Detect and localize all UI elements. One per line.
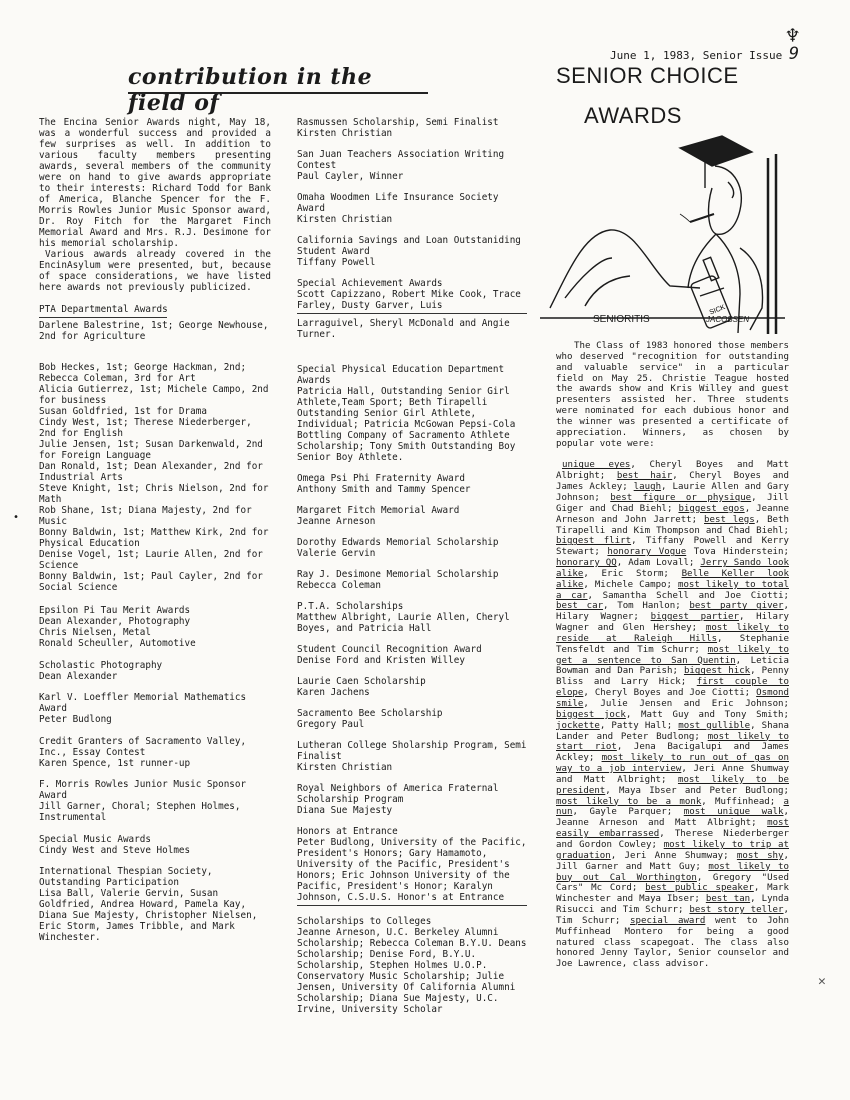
award-entry — [297, 676, 529, 698]
award-title: Rasmussen Scholarship, Semi Finalist — [297, 117, 499, 128]
award-title: Scholarships to Colleges — [297, 916, 432, 927]
pta-entry: Darlene Balestrine, 1st; George Newhouse, 2nd for Agriculture — [39, 320, 269, 342]
senior-choice-winners: unique eyes, Cheryl Boyes and Matt Albright; best hair, Cheryl Boyes and James Ackley; laugh, Laurie Allen and Gary Johnson; best figure or physique, Jill Giger and Chad Biehl; biggest egos, Jeanne Arneson and John Jarrett; best legs, Beth Tirapelli and Kim Thompson and Chad Biehl; biggest flirt, Tiffany Powell and Kerry Stewart; honorary Vogue Tova Hinderstein; honorary QQ, Adam Lovall; Jerry Sando look alike, Eric Storm; Belle Keller look alike, Michele Campo; most likely to total a car, Samantha Schell and Joe Ciotti; best car, Tom Hanlon; best party giver, Hilary Wagner; biggest partier, Hilary Wagner and Glen Hershey; most likely to reside at Raleigh Hills, Stephanie Tensfeldt and Tim Schurr; most likely to get a sentence to San Quentin, Leticia Bowman and Dan Parish; biggest hick, Penny Bliss and Larry Hick; first couple to elope, Cheryl Boyes and Joe Ciotti; Osmond smile, Julie Jensen and Eric Johnson; biggest jock, Matt Guy and Tony Smith; jockette, Patty Hall; most gullible, Shana Lander and Peter Budlong; most likely to start riot, Jena Bacigalupi and James Ackley; most likely to run out of gas on way to a job interview, Jeri Anne Shumway and Matt Albright; most likely to be president, Maya Ibser and Peter Budlong; most likely to be a monk, Muffinhead; a nun, Gayle Parquer; most unique walk, Jeanne Arneson and Matt Albright; most easily embarrassed, Therese Niederberger and Gordon Cowley; most likely to trip at graduation, Jeri Anne Shumway; most shy, Jill Garner and Matt Guy; most likely to buy out Cal Worthington, Gregory "Used Cars" Mc Cord; best public speaker, Mark Winchester and Maya Ibser; best tan, Lynda Risucci and Tim Schurr; best story teller, Tim Schurr; special award went to John Muffinhead Montero for being a good natured class scapegoat. The class also honored Jenny Taylor, Senior counselor and Joe Lawrence, class advisor. — [556, 460, 790, 970]
award-recipients: Gregory Paul — [297, 719, 365, 730]
pta-entry: Bonny Baldwin, 1st; Matthew Kirk, 2nd for Physical Education — [39, 527, 269, 549]
pta-heading: PTA Departmental Awards — [39, 304, 168, 315]
pta-entry: Denise Vogel, 1st; Laurie Allen, 2nd for Science — [39, 549, 263, 571]
corner-ink-mark: ♆ — [786, 24, 800, 49]
award-entry — [39, 834, 271, 856]
award-entry — [297, 278, 529, 314]
award-entry — [297, 569, 529, 591]
award-entry — [39, 866, 271, 943]
pta-entry: Julie Jensen, 1st; Susan Darkenwald, 2nd for Foreign Language — [39, 439, 263, 461]
award-recipients: Peter Budlong — [39, 714, 112, 725]
award-recipients: Tiffany Powell — [297, 257, 376, 268]
award-entry — [39, 660, 271, 682]
pta-entry: Alicia Gutierrez, 1st; Michele Campo, 2nd for business — [39, 384, 269, 406]
award-title: Lutheran College Sholarship Program, Semi Finalist — [297, 740, 527, 762]
pta-entry: Susan Goldfried, 1st for Drama — [39, 406, 207, 417]
award-recipients: Anthony Smith and Tammy Spencer — [297, 484, 471, 495]
award-recipients: Kirsten Christian — [297, 762, 393, 773]
award-title: San Juan Teachers Association Writing Contest — [297, 149, 505, 171]
pta-entry: Cindy West, 1st; Therese Niederberger, 2nd for English — [39, 417, 252, 439]
award-recipients: Rebecca Coleman — [297, 580, 381, 591]
award-title: Scholastic Photography — [39, 659, 163, 671]
section-rule — [297, 905, 527, 906]
masthead-underline — [128, 92, 428, 94]
award-recipients: Dean Alexander, Photography Chris Nielsen, Metal Ronald Scheuller, Automotive — [39, 616, 196, 649]
award-title: Credit Granters of Sacramento Valley, Inc., Essay Contest — [39, 735, 247, 758]
award-title: Dorothy Edwards Memorial Scholarship — [297, 537, 499, 548]
award-recipients: Peter Budlong, University of the Pacific, President's Honors; Gary Hamamoto, University of the Pacific, President's Honors; Eric Johnson University of the Pacific, President's Honor; Karalyn Johnson, C.S.U.S. Honor's at Entrance — [297, 837, 527, 903]
award-title: Student Council Recognition Award — [297, 644, 482, 655]
award-list — [39, 605, 271, 943]
award-entry — [297, 192, 529, 225]
award-title: Special Physical Education Department Awards — [297, 364, 505, 386]
award-entry — [297, 826, 529, 906]
pta-entry: Dan Ronald, 1st; Dean Alexander, 2nd for Industrial Arts — [39, 461, 263, 483]
award-entry — [297, 708, 529, 730]
award-entry — [297, 783, 529, 816]
award-recipients: Cindy West and Steve Holmes — [39, 844, 191, 856]
page-number: 9 — [788, 44, 800, 64]
award-title: Honors at Entrance — [297, 826, 398, 837]
masthead-title: contribution in the field of — [128, 64, 373, 116]
award-recipients: Jeanne Arneson, U.C. Berkeley Alumni Scholarship; Rebecca Coleman B.Y.U. Deans Scholarship; Denise Ford, B.Y.U. Scholarship, Stephen Holmes U.O.P. Conservatory Music Scholarship; Julie Jensen, University Of California Alumni Scholarship; Diana Sue Majesty, U.C. Irvine, University Scholar — [297, 927, 527, 1015]
award-recipients: Jeanne Arneson — [297, 516, 376, 527]
pta-rule — [39, 317, 167, 318]
award-entry — [297, 505, 529, 527]
award-entry — [297, 318, 529, 340]
award-recipients: Diana Sue Majesty — [297, 805, 393, 816]
award-recipients: Karen Spence, 1st runner-up — [39, 757, 191, 769]
award-recipients: Kirsten Christian — [297, 128, 393, 139]
award-recipients: Scott Capizzano, Robert Mike Cook, Trace Farley, Dusty Garver, Luis — [297, 289, 521, 311]
award-entry — [297, 149, 529, 182]
column-2 — [297, 117, 529, 1025]
senior-choice-intro: The Class of 1983 honored those members who deserved "recognition for outstanding and valuable service" in a particular field on May 25. Christie Teague hosted the awards show and Kris Willey and guest presenters assisted her. Three students were nominated for each dubious honor and the winner was presented a certificate of appreciation. Winners, as chosen by popular vote were: — [556, 341, 789, 449]
award-title: California Savings and Loan Outstaniding Student Award — [297, 235, 521, 257]
award-title: Omaha Woodmen Life Insurance Society Award — [297, 192, 499, 214]
award-title: Royal Neighbors of America Fraternal Scholarship Program — [297, 783, 499, 805]
award-title: Laurie Caen Scholarship — [297, 676, 426, 687]
award-entry — [297, 740, 529, 773]
award-title: Margaret Fitch Memorial Award — [297, 505, 460, 516]
award-title: Omega Psi Phi Fraternity Award — [297, 473, 465, 484]
award-title: Special Music Awards — [39, 833, 151, 845]
award-recipients: Kirsten Christian — [297, 214, 393, 225]
cartoon-caption: SENIORITIS — [593, 314, 650, 325]
column-3 — [556, 341, 789, 970]
column-1 — [39, 117, 271, 954]
bottle-label: SICK — [708, 303, 727, 317]
award-entry — [39, 736, 271, 769]
senioritis-cartoon — [540, 118, 785, 336]
award-entry — [297, 473, 529, 495]
award-title: F. Morris Rowles Junior Music Sponsor Award — [39, 779, 247, 801]
award-title: P.T.A. Scholarships — [297, 601, 404, 612]
award-recipients: Patricia Hall, Outstanding Senior Girl Athlete,Team Sport; Beth Tirapelli Outstanding Senior Girl Athlete, Individual; Patricia McGowan Pepsi-Cola Bottling Company of Sacramento Athlete Scholarship; Tony Smith Outstanding Boy Senior Boy Athlete. — [297, 386, 516, 463]
dateline — [610, 44, 799, 64]
pta-entry: Bonny Baldwin, 1st; Paul Cayler, 2nd for Social Science — [39, 571, 263, 593]
award-recipients: Paul Cayler, Winner — [297, 171, 404, 182]
award-entry — [297, 235, 529, 268]
award-recipients: Lisa Ball, Valerie Gervin, Susan Goldfried, Andrea Howard, Pamela Kay, Diana Sue Majesty, Christopher Nielsen, Eric Storm, James Tribble, and Mark Winchester. — [39, 888, 258, 943]
section-rule — [297, 313, 527, 314]
award-title: International Thespian Society, Outstanding Participation — [39, 866, 213, 888]
award-recipients: Matthew Albright, Laurie Allen, Cheryl Boyes, and Patricia Hall — [297, 612, 510, 634]
award-recipients: Larraguivel, Sheryl McDonald and Angie Turner. — [297, 318, 510, 340]
pta-entry: Rob Shane, 1st; Diana Majesty, 2nd for Music — [39, 505, 252, 527]
award-title: Epsilon Pi Tau Merit Awards — [39, 605, 191, 616]
award-title: Special Achievement Awards — [297, 278, 443, 289]
award-recipients: Valerie Gervin — [297, 548, 376, 559]
award-entry — [297, 364, 529, 463]
intro-paragraph-2: Various awards already covered in the EncinAsylum were presented, but, because of space considerations, we have listed here awards not previously publicized. — [39, 249, 271, 293]
award-recipients: Jill Garner, Choral; Stephen Holmes, Instrumental — [39, 801, 241, 823]
intro-paragraph: The Encina Senior Awards night, May 18, was a wonderful success and provided a few surprises as well. In addition to various faculty members presenting awards, several members of the community were on hand to give awards appropriate to their interests: Richard Todd for Bank of America, Blanche Spencer for the F. Morris Rowles Junior Music Sponsor award, Dr. Roy Fitch for the Margaret Finch Memorial Award and Mrs. R.J. Desimone for his memorial scholarship. — [39, 117, 271, 249]
award-entry — [39, 692, 271, 725]
award-entry — [297, 644, 529, 666]
senior-choice-title-awards: AWARDS — [584, 103, 682, 128]
award-entry — [297, 117, 529, 139]
award-entry — [297, 601, 529, 634]
award-recipients: Karen Jachens — [297, 687, 370, 698]
dateline-text: June 1, 1983, Senior Issue — [610, 49, 783, 62]
award-title: Karl V. Loeffler Memorial Mathematics Award — [39, 692, 247, 714]
award-entry — [39, 779, 271, 823]
award-entry — [39, 605, 271, 649]
pta-entry: Steve Knight, 1st; Chris Nielson, 2nd for Math — [39, 483, 269, 505]
award-entry — [297, 537, 529, 559]
pta-entry-list — [39, 320, 271, 593]
margin-x-mark: ✕ — [818, 974, 826, 989]
pta-entry: Bob Heckes, 1st; George Hackman, 2nd; Rebecca Coleman, 3rd for Art — [39, 362, 247, 384]
cartoon-signature: JACOBSEN — [706, 315, 750, 324]
award-title: Ray J. Desimone Memorial Scholarship — [297, 569, 499, 580]
senior-choice-title: SENIOR CHOICE — [556, 63, 739, 88]
award-title: Sacramento Bee Scholarship — [297, 708, 443, 719]
award-entry — [297, 916, 529, 1015]
margin-dot: • — [13, 512, 20, 523]
award-recipients: Denise Ford and Kristen Willey — [297, 655, 465, 666]
award-recipients: Dean Alexander — [39, 670, 118, 682]
